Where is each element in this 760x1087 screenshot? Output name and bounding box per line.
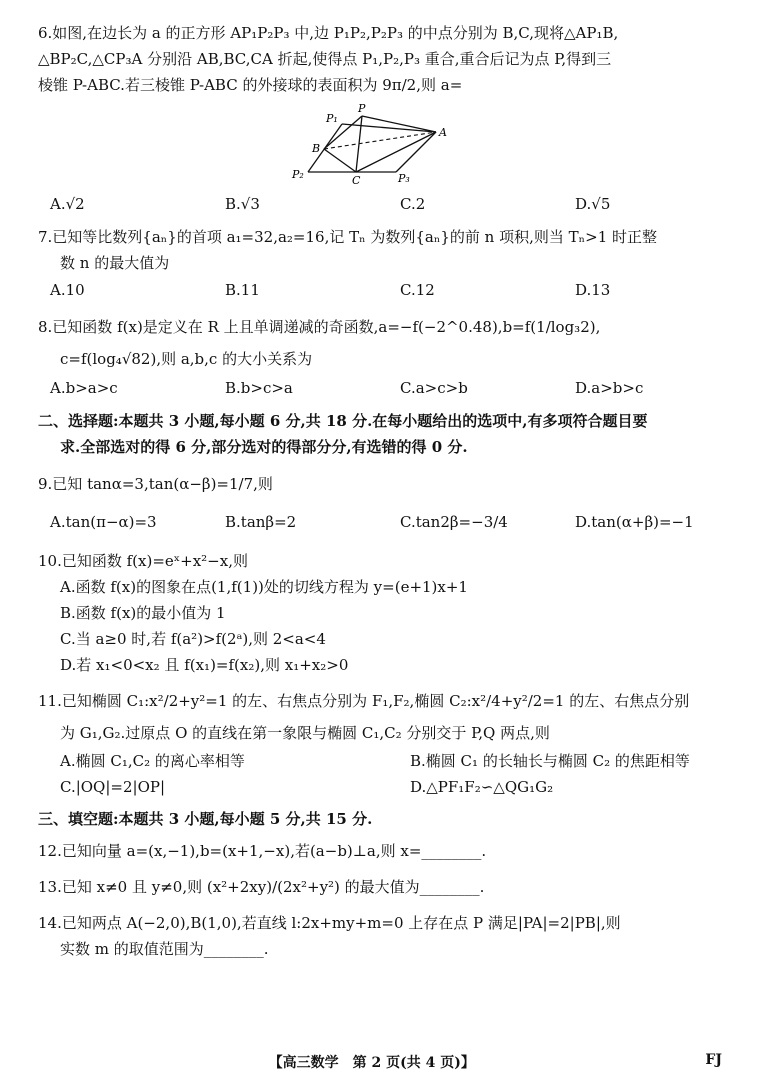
- question-8-line-1: 8.已知函数 f(x)是定义在 R 上且单调递减的奇函数,a=−f(−2^0.48),b=f(1/log₃2),: [38, 318, 601, 336]
- option-b: B.tanβ=2: [225, 513, 297, 531]
- section-2-line-2: 求.全部选对的得 6 分,部分选对的得部分分,有选错的得 0 分.: [60, 438, 468, 456]
- option-b: B.b>c>a: [225, 379, 293, 397]
- question-11-options-row-2: [38, 774, 722, 800]
- option-c: C.2: [400, 195, 426, 213]
- question-6-line-3: 棱锥 P-ABC.若三棱锥 P-ABC 的外接球的表面积为 9π/2,则 a=: [38, 76, 463, 94]
- question-10-line-1: 10.已知函数 f(x)=eˣ+x²−x,则: [38, 552, 248, 570]
- question-8-line-2: c=f(log₄√82),则 a,b,c 的大小关系为: [60, 350, 313, 368]
- question-7-options: [38, 276, 722, 304]
- option-d: D.若 x₁<0<x₂ 且 f(x₁)=f(x₂),则 x₁+x₂>0: [60, 656, 349, 674]
- section-3-heading: [38, 806, 722, 832]
- footer-page-info: 【高三数学 第 2 页(共 4 页)】: [268, 1055, 475, 1071]
- question-11-line-2: 为 G₁,G₂.过原点 O 的直线在第一象限与椭圆 C₁,C₂ 分别交于 P,Q 两点,则: [60, 724, 550, 742]
- option-c: C.a>c>b: [400, 379, 468, 397]
- question-6-line-2: △BP₂C,△CP₃A 分别沿 AB,BC,CA 折起,使得点 P₁,P₂,P₃ 重合,重合后记为点 P,得到三: [38, 50, 612, 68]
- pyramid-diagram: [290, 102, 470, 186]
- option-c: C.|OQ|=2|OP|: [60, 778, 166, 796]
- option-d: D.13: [575, 281, 611, 299]
- section-3-line-1: 三、填空题:本题共 3 小题,每小题 5 分,共 15 分.: [38, 810, 373, 828]
- option-a: A.b>a>c: [50, 379, 118, 397]
- section-2-heading: [38, 408, 722, 460]
- option-a: A.tan(π−α)=3: [50, 513, 157, 531]
- question-6-line-1: 6.如图,在边长为 a 的正方形 AP₁P₂P₃ 中,边 P₁P₂,P₂P₃ 的中点分别为 B,C,现将△AP₁B,: [38, 24, 619, 42]
- option-a: A.椭圆 C₁,C₂ 的离心率相等: [60, 752, 245, 770]
- option-d: D.tan(α+β)=−1: [575, 513, 694, 531]
- question-9-line-1: 9.已知 tanα=3,tan(α−β)=1/7,则: [38, 475, 273, 493]
- option-d: D.a>b>c: [575, 379, 644, 397]
- question-13: [38, 870, 722, 904]
- question-8-options: [38, 374, 722, 402]
- label-p2: P₂: [292, 168, 304, 181]
- question-12: [38, 838, 722, 864]
- label-p1: P₁: [326, 112, 338, 125]
- label-p: P: [358, 102, 366, 115]
- page-footer: [38, 1052, 722, 1072]
- label-a: A: [439, 126, 447, 139]
- pyramid-figure: [38, 102, 722, 186]
- question-6-options: [38, 190, 722, 218]
- footer-code: FJ: [705, 1052, 722, 1068]
- question-14-line-2: 实数 m 的取值范围为________.: [60, 940, 269, 958]
- question-8: [38, 310, 722, 402]
- option-c: C.tan2β=−3/4: [400, 513, 508, 531]
- question-7-line-1: 7.已知等比数列{aₙ}的首项 a₁=32,a₂=16,记 Tₙ 为数列{aₙ}的前 n 项积,则当 Tₙ>1 时正整: [38, 228, 658, 246]
- question-6: [38, 20, 722, 218]
- question-11: [38, 684, 722, 800]
- question-14-line-1: 14.已知两点 A(−2,0),B(1,0),若直线 l:2x+my+m=0 上存在点 P 满足|PA|=2|PB|,则: [38, 914, 621, 932]
- question-13-line-1: 13.已知 x≠0 且 y≠0,则 (x²+2xy)/(2x²+y²) 的最大值为________.: [38, 878, 485, 896]
- option-b: B.函数 f(x)的最小值为 1: [60, 604, 226, 622]
- option-b: B.椭圆 C₁ 的长轴长与椭圆 C₂ 的焦距相等: [410, 752, 690, 770]
- question-11-options-row-1: [38, 748, 722, 774]
- option-d: D.△PF₁F₂∽△QG₁G₂: [410, 778, 554, 796]
- option-c: C.12: [400, 281, 435, 299]
- option-b: B.√3: [225, 195, 260, 213]
- question-14: [38, 910, 722, 962]
- option-a: A.函数 f(x)的图象在点(1,f(1))处的切线方程为 y=(e+1)x+1: [60, 578, 468, 596]
- question-7: [38, 224, 722, 304]
- option-d: D.√5: [575, 195, 611, 213]
- option-c: C.当 a≥0 时,若 f(a²)>f(2ᵃ),则 2<a<4: [60, 630, 326, 648]
- question-11-line-1: 11.已知椭圆 C₁:x²/2+y²=1 的左、右焦点分别为 F₁,F₂,椭圆 C₂:x²/4+y²/2=1 的左、右焦点分别: [38, 692, 690, 710]
- question-12-line-1: 12.已知向量 a=(x,−1),b=(x+1,−x),若(a−b)⊥a,则 x=________.: [38, 842, 487, 860]
- label-b: B: [312, 142, 321, 155]
- section-2-line-1: 二、选择题:本题共 3 小题,每小题 6 分,共 18 分.在每小题给出的选项中,有多项符合题目要: [38, 412, 648, 430]
- option-a: A.10: [50, 281, 85, 299]
- question-9-options: [38, 502, 722, 542]
- label-p3: P₃: [398, 172, 410, 185]
- label-c: C: [352, 174, 361, 186]
- question-7-line-2: 数 n 的最大值为: [60, 254, 170, 272]
- question-9: [38, 466, 722, 542]
- option-b: B.11: [225, 281, 260, 299]
- question-10: [38, 548, 722, 678]
- option-a: A.√2: [50, 195, 85, 213]
